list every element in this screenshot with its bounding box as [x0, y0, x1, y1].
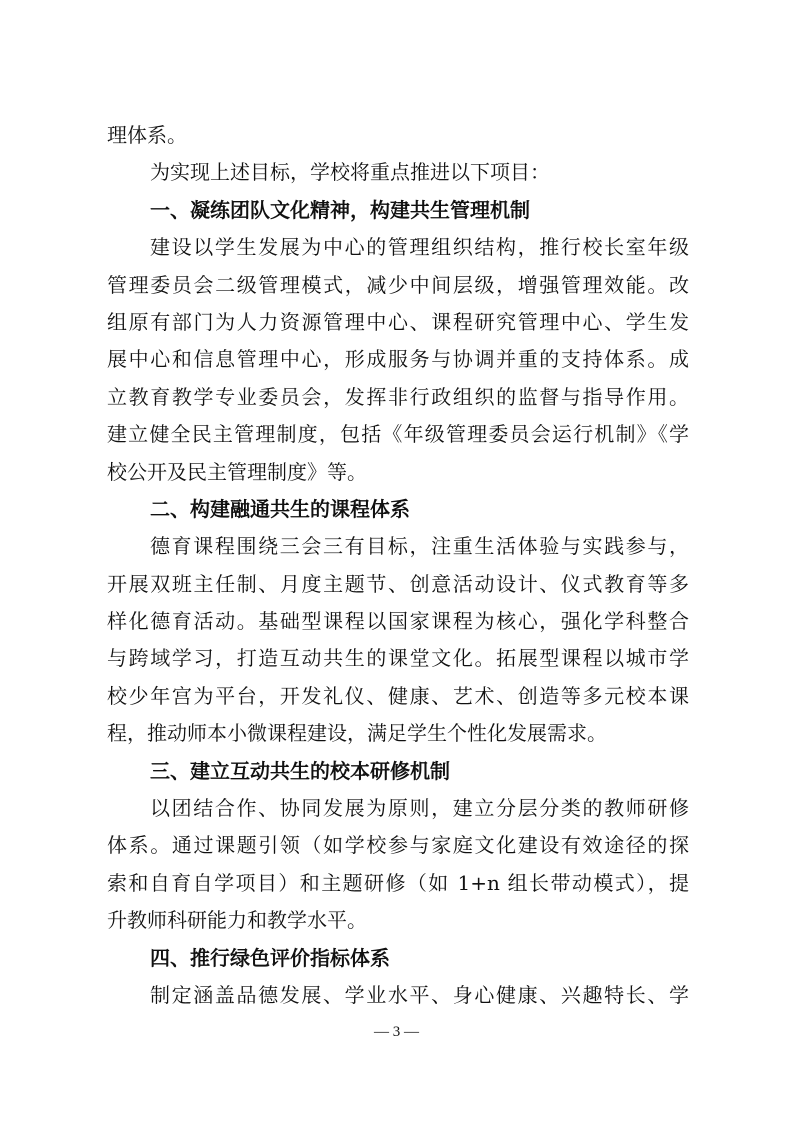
text-line: 四、推行绿色评价指标体系 — [150, 945, 390, 970]
text-line: 二、构建融通共生的课程体系 — [150, 496, 410, 521]
text-line: 以团结合作、协同发展为原则，建立分层分类的教师研修 — [150, 796, 689, 821]
paragraph — [107, 790, 689, 940]
text-line: 理体系。 — [107, 123, 187, 147]
text-line: 校公开及民主管理制度》等。 — [107, 459, 367, 484]
text-line: 制定涵盖品德发展、学业水平、身心健康、兴趣特长、学 — [150, 982, 689, 1007]
text-line: 校少年宫为平台，开发礼仪、健康、艺术、创造等多元校本课 — [107, 683, 689, 708]
section-heading — [107, 753, 689, 790]
section-heading — [107, 491, 689, 528]
paragraph — [107, 117, 689, 154]
text-line: 为实现上述目标，学校将重点推进以下项目： — [150, 160, 550, 185]
text-line: 建设以学生发展为中心的管理组织结构，推行校长室年级 — [150, 235, 689, 260]
text-line: 组原有部门为人力资源管理中心、课程研究管理中心、学生发 — [107, 309, 689, 334]
text-line: 与跨域学习，打造互动共生的课堂文化。拓展型课程以城市学 — [107, 646, 689, 671]
text-line: 索和自育自学项目）和主题研修（如 1+n 组长带动模式），提 — [107, 870, 689, 895]
text-line: 展中心和信息管理中心，形成服务与协调并重的支持体系。成 — [107, 347, 689, 372]
text-line: 程，推动师本小微课程建设，满足学生个性化发展需求。 — [107, 721, 607, 746]
paragraph — [107, 229, 689, 491]
text-line: 立教育教学专业委员会，发挥非行政组织的监督与指导作用。 — [107, 384, 689, 409]
document-body — [107, 117, 689, 1014]
text-line: 升教师科研能力和教学水平。 — [107, 908, 367, 933]
text-line: 样化德育活动。基础型课程以国家课程为核心，强化学科整合 — [107, 609, 689, 634]
text-line: 三、建立互动共生的校本研修机制 — [150, 758, 450, 783]
paragraph — [107, 528, 689, 752]
page-number: — 3 — — [374, 1024, 419, 1040]
text-line: 德育课程围绕三会三有目标，注重生活体验与实践参与， — [150, 534, 689, 559]
section-heading — [107, 192, 689, 229]
text-line: 管理委员会二级管理模式，减少中间层级，增强管理效能。改 — [107, 272, 689, 297]
paragraph — [107, 977, 689, 1014]
text-line: 开展双班主任制、月度主题节、创意活动设计、仪式教育等多 — [107, 571, 689, 596]
paragraph — [107, 154, 689, 191]
text-line: 一、凝练团队文化精神，构建共生管理机制 — [150, 197, 530, 222]
text-line: 建立健全民主管理制度，包括《年级管理委员会运行机制》《学 — [107, 422, 689, 447]
text-line: 体系。通过课题引领（如学校参与家庭文化建设有效途径的探 — [107, 833, 689, 858]
section-heading — [107, 940, 689, 977]
